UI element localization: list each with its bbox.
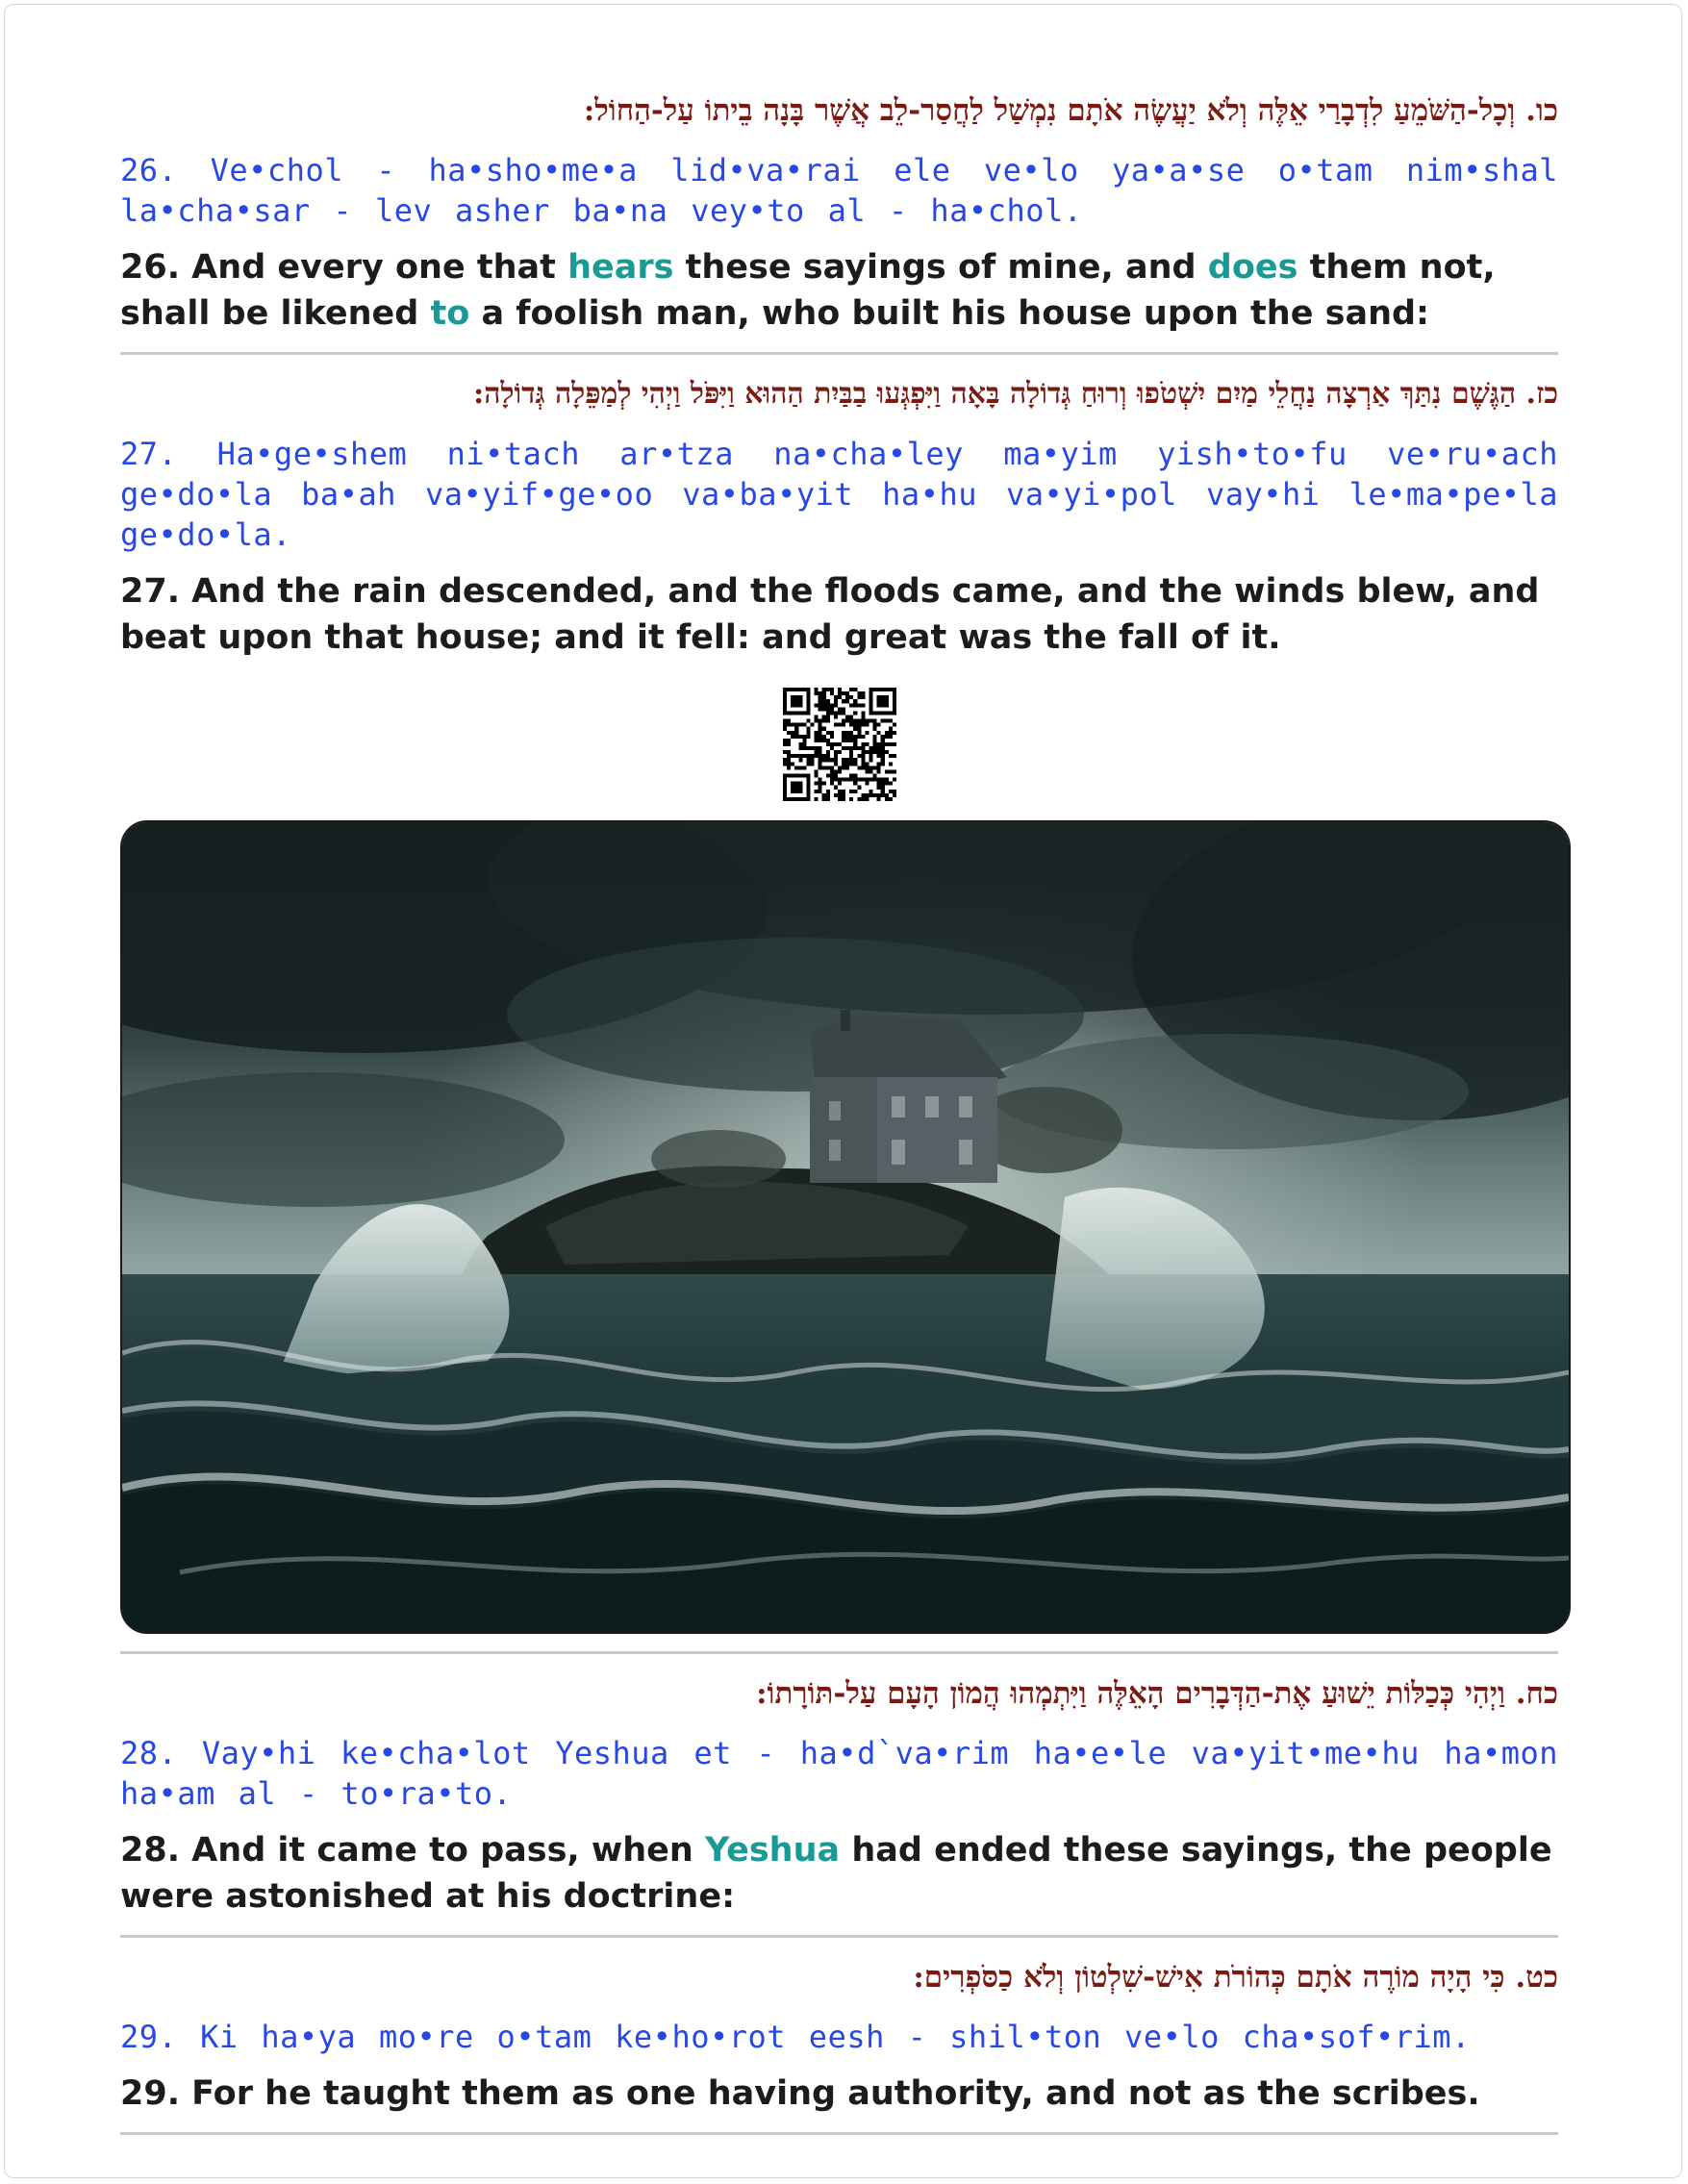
divider (120, 1935, 1558, 1938)
english-segment: 29. For he taught them as one having authority, and not as the scribes. (120, 2074, 1480, 2113)
hebrew-verse-26: כו. וְכָל-הַשֹּׁמֵעַ לִדְבָרַי אֵלֶּה וְלֹא יַעֲשֶׂה אֹתָם נִמְשַׁל לַחֲסַר-לֵב אֲשֶׁר בָּנָה בֵיתוֹ עַל-הַחוֹל: (583, 93, 1558, 128)
divider (120, 1651, 1558, 1654)
transliteration-verse-29: 29. Ki ha•ya mo•re o•tam ke•ho•rot eesh - shil•ton ve•lo cha•sof•rim. (120, 2019, 1471, 2055)
transliteration-verse-28: 28. Vay•hi ke•cha•lot Yeshua et - ha•d`va•rim ha•e•le va•yit•me•hu ha•mon ha•am al - to•ra•to. (120, 1735, 1558, 1812)
english-verse-28 (120, 1827, 1558, 1920)
transliteration-verse-26: 26. Ve•chol - ha•sho•me•a lid•va•rai ele ve•lo ya•a•se o•tam nim•shal la•cha•sar - lev asher ba•na vey•to al - ha•chol. (120, 152, 1558, 229)
divider (120, 2132, 1558, 2135)
verse-29 (120, 1951, 1558, 2117)
transliteration-verse-27: 27. Ha•ge•shem ni•tach ar•tza na•cha•ley ma•yim yish•to•fu ve•ru•ach ge•do•la ba•ah va•yif•ge•oo va•ba•yit ha•hu va•yi•pol vay•hi le•ma•pe•la ge•do•la. (120, 436, 1558, 553)
english-verse-26 (120, 244, 1558, 337)
english-segment: 27. And the rain descended, and the floods came, and the winds blew, and beat upon that house; and it fell: and great was the fall of it. (120, 572, 1540, 657)
hebrew-verse-28: כח. וַיְהִי כְּכַלּוֹת יֵשׁוּעַ אֶת-הַדְּבָרִים הָאֵלֶּה וַיִּתְמְהוּ הֲמוֹן הָעָם עַל-תּוֹרָתוֹ: (756, 1676, 1558, 1711)
english-segment: 26. And every one that (120, 248, 568, 287)
hebrew-verse-27: כז. הַגֶּשֶׁם נִתַּךְ אַרְצָה נַחֲלֵי מַיִם יִשְׁטֹפוּ וְרוּחַ גְּדוֹלָה בָּאָה וַיִּפְגְּעוּ בַבַּיִת הַהוּא וַיִּפֹּל וַיְהִי לְמַפֵּלָה גְּדוֹלָה: (473, 377, 1558, 411)
english-verse-27 (120, 568, 1558, 661)
hebrew-verse-29: כט. כִּי הָיָה מוֹרֶה אֹתָם כְּהוֹרֹת אִישׁ-שִׁלְטוֹן וְלֹא כַסֹּפְרִים: (913, 1960, 1558, 1995)
english-segment: these sayings of mine, and (673, 248, 1208, 287)
english-segment: a foolish man, who built his house upon the sand: (469, 294, 1430, 333)
verse-26 (120, 85, 1558, 337)
english-segment: had ended these sayings, the people were astonished at his doctrine: (120, 1831, 1552, 1916)
english-verse-29 (120, 2071, 1558, 2117)
highlighted-word: hears (567, 248, 674, 287)
storm-house-illustration (120, 820, 1571, 1634)
qr-code-graphic (783, 688, 896, 801)
storm-scene-svg (122, 822, 1569, 1632)
highlighted-word: to (430, 294, 470, 333)
verse-28 (120, 1668, 1558, 1920)
divider (120, 352, 1558, 355)
qr-code-icon[interactable] (783, 688, 896, 801)
english-segment: them not, shall be likened (120, 248, 1496, 333)
page-content (120, 85, 1558, 2148)
verse-27 (120, 368, 1558, 661)
highlighted-word: does (1207, 248, 1298, 287)
highlighted-word: Yeshua (704, 1831, 841, 1870)
english-segment: 28. And it came to pass, when (120, 1831, 705, 1870)
